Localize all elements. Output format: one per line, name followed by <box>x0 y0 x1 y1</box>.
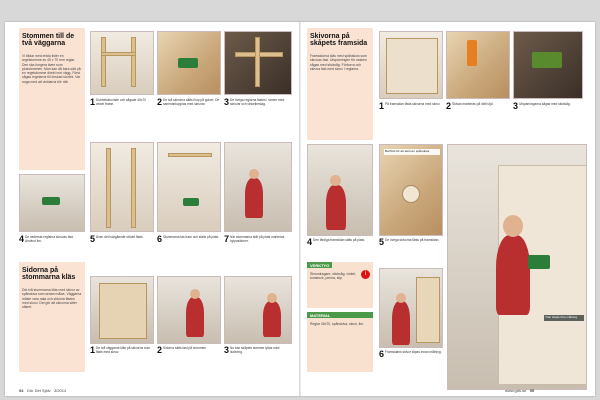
photo-r6 <box>379 268 443 348</box>
drill-icon <box>42 197 60 205</box>
frame-plank <box>101 37 106 87</box>
worker <box>326 185 346 230</box>
drill-icon <box>183 198 199 206</box>
gutter <box>299 22 301 396</box>
step-caption: 3 Nu kan skåpets stomme fyllas med isolering. <box>224 345 280 355</box>
worker-head <box>396 293 406 303</box>
worker <box>245 178 263 218</box>
page-footer-right <box>505 388 534 393</box>
step-caption: 1 På framsidan fästs skivorna med skruv. <box>379 101 441 111</box>
sander-callout: Ytan slipas före målning <box>544 315 584 321</box>
photo-step7 <box>224 142 292 232</box>
magazine-url: www.gds.se <box>505 388 527 393</box>
step-caption: 2 De två skivorna sätts ihop på golvet. De sammankopplas med skruvar. <box>157 97 220 107</box>
bit-callout: Borrbits för att skruva i spånskiva <box>384 149 440 155</box>
board <box>386 38 438 94</box>
photo-step1 <box>90 31 154 95</box>
page-footer-left <box>19 388 66 393</box>
page-number: 94 <box>19 388 24 393</box>
photo-step5 <box>90 142 154 232</box>
section-title: Sidorna på stommarna kläs <box>22 267 76 282</box>
step-caption: 6 Framsidans skivor slipas innan målning. <box>379 349 442 359</box>
step-caption: 3 Utsparningarna sågas med sticksåg. <box>513 101 571 111</box>
frame-plank <box>131 148 136 228</box>
photo-step3b <box>224 276 292 344</box>
photo-step2 <box>157 31 221 95</box>
step-caption: 2 Sidorna sätts fast på stommen. <box>157 345 207 355</box>
photo-r4 <box>307 144 373 236</box>
frame-plank <box>131 37 136 87</box>
section-box <box>19 28 85 170</box>
frame-plank <box>255 37 260 87</box>
section-title: Stommen till de två väggarna <box>22 33 75 48</box>
frame-plank <box>168 153 212 157</box>
step-caption: 2 Skivan markeras på rätt höjd. <box>446 101 494 111</box>
issue-number: 3/2014 <box>53 388 67 393</box>
photo-step6 <box>157 142 221 232</box>
photo-step4 <box>19 174 85 232</box>
section-title: Skivorna på skåpets framsida <box>310 33 368 48</box>
photo-step3 <box>224 31 292 95</box>
worker <box>392 301 410 345</box>
frame-plank <box>106 148 111 228</box>
step-caption: 5 Även det tvärgående stödet fästs. <box>90 234 144 244</box>
worker-head <box>330 175 341 186</box>
page-number: 95 <box>529 388 535 393</box>
photo-step2b <box>157 276 221 344</box>
magazine-spread <box>5 22 595 396</box>
hero-photo <box>447 144 587 390</box>
step-caption: 5 De övriga skivorna fästs på framsidan. <box>379 237 440 247</box>
section-box <box>19 262 85 372</box>
worker <box>263 301 281 337</box>
material-body: Reglar 45x70, spånskiva, skruv, lim. <box>310 322 365 326</box>
jigsaw-icon <box>532 52 562 68</box>
photo-r2 <box>446 31 510 99</box>
step-caption: 3 De övriga reglarna fästes i ramen med skruvar och vinkelbeslag. <box>224 97 285 107</box>
section-box <box>307 28 373 140</box>
worker-head <box>190 289 200 299</box>
tools-box <box>307 262 373 308</box>
step-caption: 4 Den färdiga framsidan sätts på plats. <box>307 237 365 247</box>
worker-head <box>249 169 259 179</box>
tools-body: Skruvdragare, sticksåg, vinkel, tumstock, penna, slip. <box>310 272 356 281</box>
material-heading: MATERIAL <box>307 312 373 318</box>
glue-bottle-icon <box>467 40 477 66</box>
photo-r1 <box>379 31 443 99</box>
section-body: Vi bildar med enkla lister en regelstomme av 45 x 70 mm reglar. Den ska fungera även som plusstommen. Man kan då bara sätt på en regelstomme direkt mot vägg. Först sågas regelarna till önskad storlek. Var noga med att vinklarna blir rätt. <box>22 54 81 84</box>
hole-mark <box>402 185 420 203</box>
photo-r3 <box>513 31 583 99</box>
section-body: Framsidorna kläs med spånskiva som skruvas fast. Utsparningen för vasken sågas med sticksåg. Förborra och skruva fast med skruv i reglarna. <box>310 54 367 71</box>
magazine-name: Gör Det Själv <box>26 388 51 393</box>
info-icon: i <box>361 270 370 279</box>
drill-icon <box>178 58 198 68</box>
step-caption: 1 De två väggarna kläs på skivorna som fästs med skruv. <box>90 345 151 355</box>
tools-heading: VERKTYG <box>307 262 332 268</box>
worker-head <box>267 293 277 303</box>
step-caption: 6 Stommarna tas fram och ställs på plats. <box>157 234 219 244</box>
frame-plank <box>101 52 136 56</box>
worker <box>186 297 204 337</box>
photo-r5 <box>379 144 443 236</box>
step-caption: 4 De nedersta reglarna skruvas fast. Använd lim. <box>19 234 74 244</box>
section-body: Det två stommarna kläs med skivor av spånskiva som sedan målas. Väggarna måste vara raka och sidorna fästes med skruv. Det gör att skivorna sitter säkert. <box>22 288 82 310</box>
step-caption: 1 Dubbelskruvade och sågade 45x70 vinkel frame. <box>90 97 146 107</box>
material-box <box>307 312 373 372</box>
step-caption: 7 När stommarna står på plats markeras hylpositioner. <box>224 234 285 244</box>
worker-head <box>503 215 523 237</box>
photo-step1b <box>90 276 154 344</box>
board <box>99 283 147 339</box>
worker <box>496 235 530 315</box>
board <box>416 277 440 343</box>
sander-icon <box>528 255 550 269</box>
